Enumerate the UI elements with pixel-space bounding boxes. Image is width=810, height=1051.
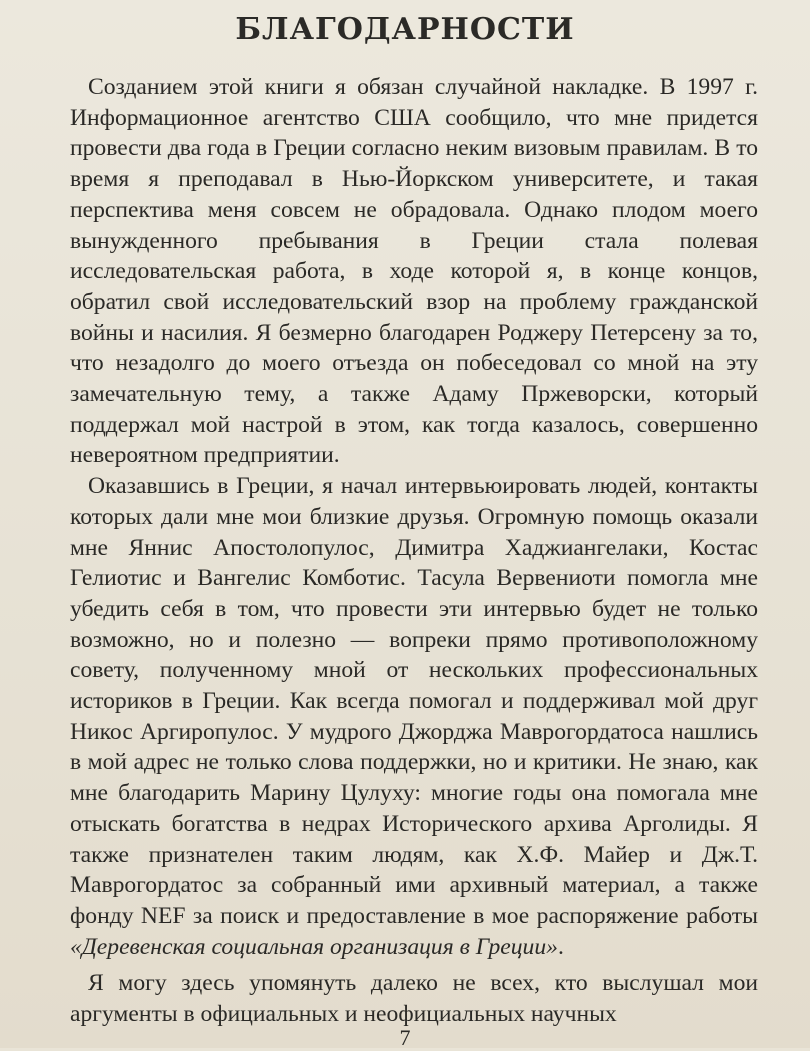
paragraph-2-italic-title: «Деревенская социальная организация в Греции» <box>70 933 558 960</box>
body-text <box>70 72 758 1030</box>
paragraph-1-text: Созданием этой книги я обязан случайной накладке. В 1997 г. Информационное агентство США сообщило, что мне придется провести два года в Греции согласно неким визовым правилам. В то время я преподавал в Нью-Йоркском университете, и такая перспектива меня совсем не обрадовала. Однако плодом моего вынужденного пребывания в Греции стала полевая исследовательская работа, в ходе которой я, в конце концов, обратил свой исследовательский взор на проблему гражданской войны и насилия. Я безмерно благодарен Роджеру Петерсену за то, что незадолго до моего отъезда он побеседовал со мной на эту замечательную тему, а также Адаму Пржеворски, который поддержал мой настрой в этом, как тогда казалось, совершенно невероятном предприятии. <box>70 74 758 469</box>
page-number: 7 <box>399 1025 411 1050</box>
paragraph-1 <box>70 72 758 471</box>
paragraph-2-tail: . <box>557 933 564 960</box>
paragraph-3-text: Я могу здесь упомянуть далеко не всех, кто выслушал мои аргументы в официальных и неофициальных научных <box>70 970 758 1028</box>
paragraph-3 <box>70 968 758 1029</box>
paragraph-2 <box>70 471 758 962</box>
paragraph-2-text: Оказавшись в Греции, я начал интервьюировать людей, контакты которых дали мне мои близкие друзья. Огромную помощь оказали мне Яннис Апостолопулос, Димитра Хаджиангелаки, Костас Гелиотис и Вангелис Комботис. Тасула Вервениоти помогла мне убедить себя в том, что провести эти интервью будет не только возможно, но и полезно — вопреки прямо противоположному совету, полученному мной от нескольких профессиональных историков в Греции. Как всегда помогал и поддерживал мой друг Никос Аргиропулос. У мудрого Джорджа Маврогордатоса нашлись в мой адрес не только слова поддержки, но и критики. Не знаю, как мне благодарить Марину Цулуху: многие годы она помогала мне отыскать богатства в недрах Исторического архива Арголиды. Я также признателен таким людям, как Х.Ф. Майер и Дж.Т. Маврогордатос за собранный ими архивный материал, а также фонду NEF за поиск и предоставление в мое распоряжение работы <box>70 473 758 929</box>
page-title: БЛАГОДАРНОСТИ <box>235 12 575 47</box>
